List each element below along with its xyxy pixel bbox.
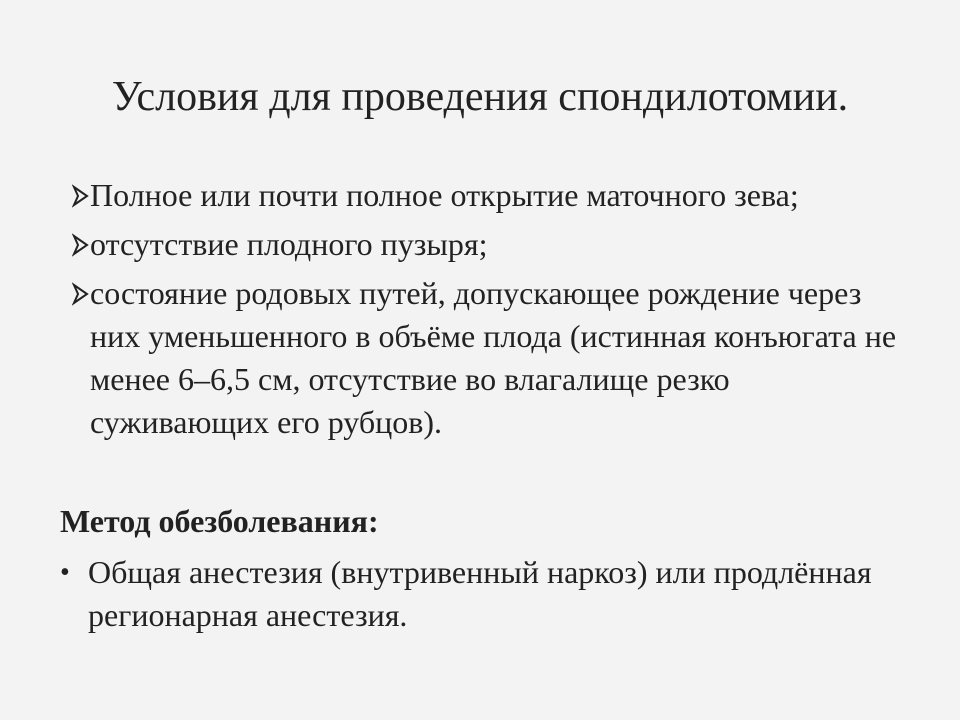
method-section — [60, 500, 920, 637]
dot-bullet-icon: • — [60, 557, 70, 588]
arrow-bullet-icon — [72, 184, 90, 208]
conditions-list — [72, 174, 912, 450]
condition-text: отсутствие плодного пузыря; — [90, 226, 488, 262]
arrow-bullet-icon — [72, 282, 90, 306]
condition-text: Полное или почти полное открытие маточного зева; — [90, 177, 799, 213]
condition-item — [72, 272, 912, 444]
condition-item — [72, 174, 912, 217]
method-title: Метод обезболевания: — [60, 503, 379, 539]
slide-title: Условия для проведения спондилотомии. — [111, 74, 849, 120]
arrow-bullet-icon — [72, 233, 90, 257]
method-text: Общая анестезия (внутривенный наркоз) или продлённая регионарная анестезия. — [88, 554, 872, 633]
method-item — [60, 551, 920, 637]
condition-item — [72, 223, 912, 266]
condition-text: состояние родовых путей, допускающее рождение через них уменьшенного в объёме плода (истинная конъюгата не менее 6–6,5 см, отсутствие во влагалище резко суживающих его рубцов). — [90, 275, 897, 440]
method-list — [60, 551, 920, 637]
